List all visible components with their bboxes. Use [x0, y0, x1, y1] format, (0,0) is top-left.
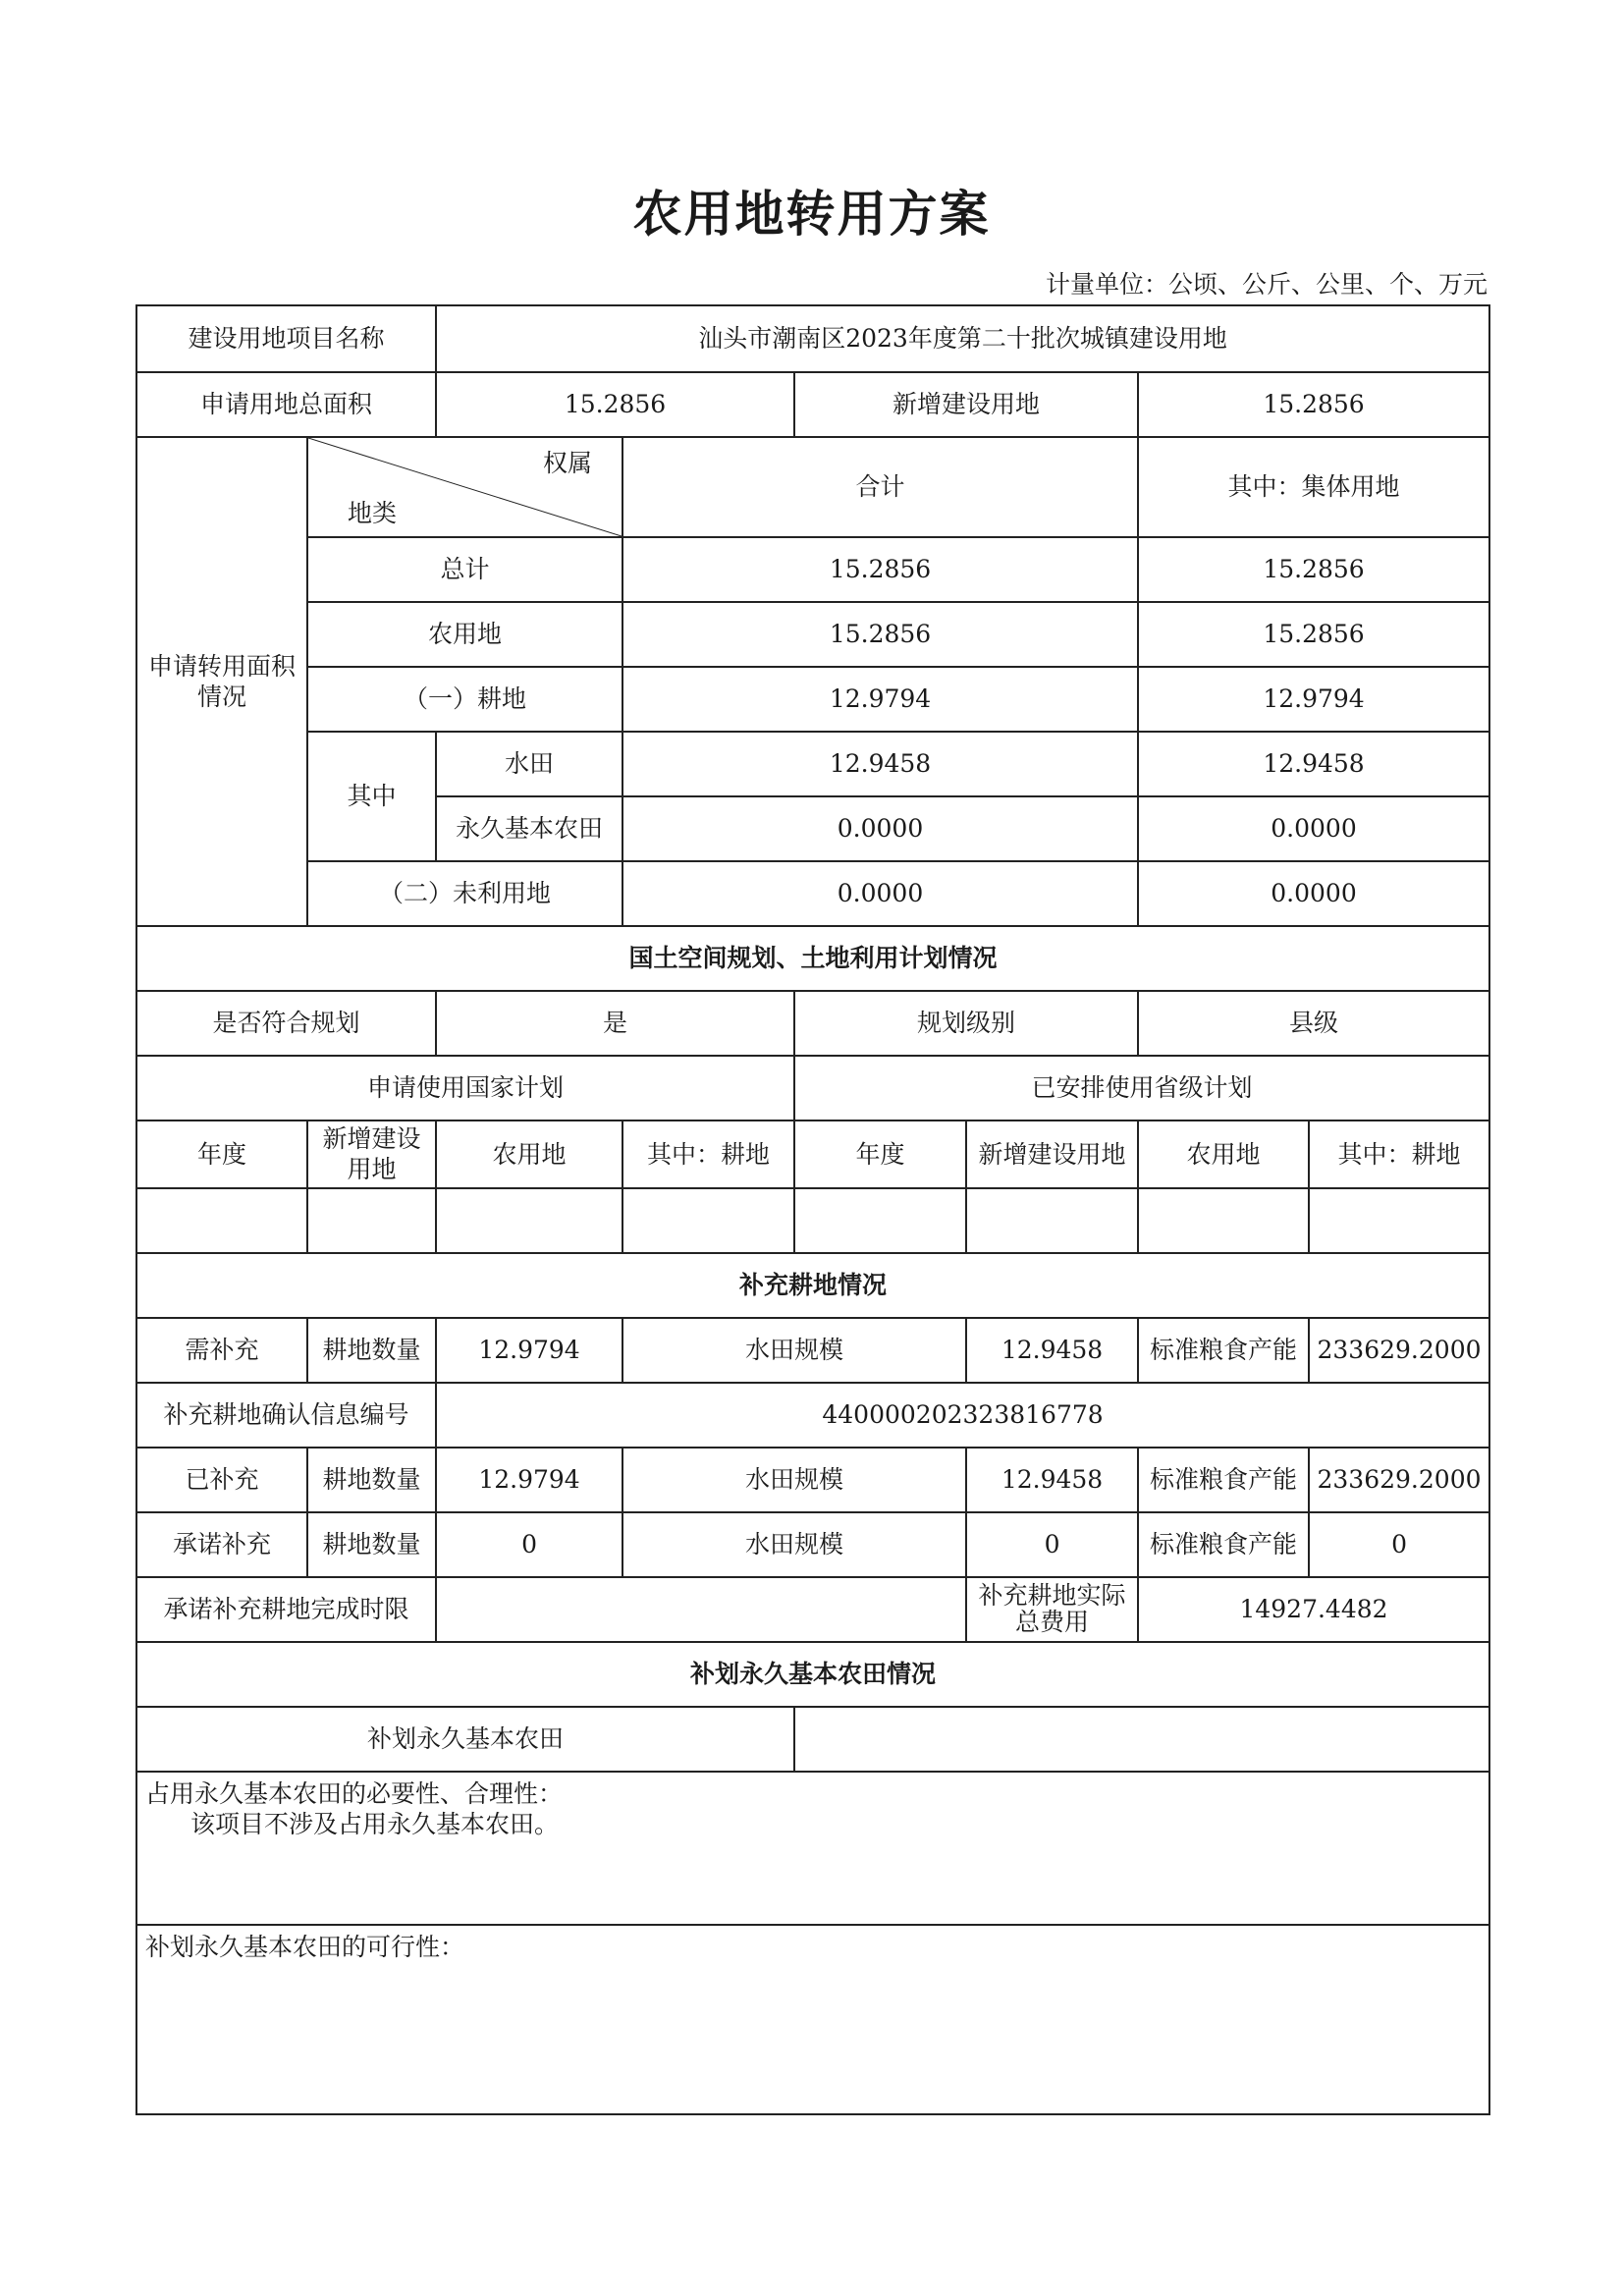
page-title: 农用地转用方案	[632, 186, 991, 243]
plan-col-header: 其中：耕地	[1309, 1121, 1489, 1188]
deadline-value	[436, 1577, 966, 1642]
row-label: （二）未利用地	[307, 861, 622, 926]
necessity-row	[136, 1772, 1489, 1925]
grain-value: 0	[1309, 1512, 1489, 1577]
empty-cell	[307, 1188, 436, 1253]
total-value: 12.9458	[622, 732, 1138, 796]
farmland-row	[136, 1707, 1489, 1772]
total-value: 0.0000	[622, 796, 1138, 861]
qty-label: 耕地数量	[307, 1512, 436, 1577]
qty-label: 耕地数量	[307, 1448, 436, 1512]
need-label: 需补充	[136, 1318, 307, 1383]
table-row	[136, 602, 1489, 667]
collective-value: 0.0000	[1138, 861, 1489, 926]
row-label: 总计	[307, 537, 622, 602]
col-collective-header: 其中：集体用地	[1138, 437, 1489, 537]
unit-note: 计量单位：公顷、公斤、公里、个、万元	[1045, 270, 1488, 299]
collective-value: 12.9458	[1138, 732, 1489, 796]
area-row	[136, 372, 1489, 437]
level-label: 规划级别	[794, 991, 1138, 1056]
deadline-row	[136, 1577, 1489, 1642]
conversion-side-label: 申请转用面积情况	[136, 437, 307, 926]
farmland-section-title: 补划永久基本农田情况	[136, 1642, 1489, 1707]
paddy-label: 水田规模	[622, 1512, 966, 1577]
empty-cell	[1138, 1188, 1309, 1253]
row-label: 农用地	[307, 602, 622, 667]
plan-col-header: 新增建设用地	[307, 1121, 436, 1188]
necessity-text: 该项目不涉及占用永久基本农田。	[190, 1809, 560, 1838]
total-area-label: 申请用地总面积	[136, 372, 436, 437]
plan-columns-row	[136, 1121, 1489, 1188]
paddy-value: 12.9458	[966, 1318, 1138, 1383]
plan-col-header: 年度	[794, 1121, 966, 1188]
feasibility-box	[136, 1925, 1489, 2114]
planning-section-title: 国土空间规划、土地利用计划情况	[136, 926, 1489, 991]
plan-col-header: 农用地	[1138, 1121, 1309, 1188]
col-total-header: 合计	[622, 437, 1138, 537]
conform-label: 是否符合规划	[136, 991, 436, 1056]
grain-value: 233629.2000	[1309, 1318, 1489, 1383]
supplement-section-title: 补充耕地情况	[136, 1253, 1489, 1318]
done-supplement-row	[136, 1448, 1489, 1512]
conversion-form-table	[135, 304, 1490, 2115]
feasibility-label: 补划永久基本农田的可行性：	[145, 1932, 465, 1961]
deadline-label: 承诺补充耕地完成时限	[136, 1577, 436, 1642]
paddy-value: 12.9458	[966, 1448, 1138, 1512]
plan-empty-row	[136, 1188, 1489, 1253]
collective-value: 15.2856	[1138, 602, 1489, 667]
row-label: 水田	[436, 732, 622, 796]
grain-label: 标准粮食产能	[1138, 1448, 1309, 1512]
collective-value: 12.9794	[1138, 667, 1489, 732]
row-label: （一）耕地	[307, 667, 622, 732]
qty-label: 耕地数量	[307, 1318, 436, 1383]
plan-col-header: 新增建设用地	[966, 1121, 1138, 1188]
empty-cell	[966, 1188, 1138, 1253]
empty-cell	[622, 1188, 794, 1253]
empty-cell	[1309, 1188, 1489, 1253]
plan-col-header: 农用地	[436, 1121, 622, 1188]
necessity-box	[136, 1772, 1489, 1925]
collective-value: 15.2856	[1138, 537, 1489, 602]
total-value: 15.2856	[622, 537, 1138, 602]
diagonal-header-cell	[307, 437, 622, 537]
necessity-label: 占用永久基本农田的必要性、合理性：	[145, 1778, 564, 1808]
qty-value: 12.9794	[436, 1448, 622, 1512]
paddy-label: 水田规模	[622, 1448, 966, 1512]
cost-label: 补充耕地实际总费用	[966, 1577, 1138, 1642]
supplement-section-row	[136, 1253, 1489, 1318]
national-plan-label: 申请使用国家计划	[136, 1056, 794, 1121]
table-row	[136, 667, 1489, 732]
confirm-row	[136, 1383, 1489, 1448]
need-supplement-row	[136, 1318, 1489, 1383]
row-label: 永久基本农田	[436, 796, 622, 861]
promise-supplement-row	[136, 1512, 1489, 1577]
project-name: 汕头市潮南区2023年度第二十批次城镇建设用地	[436, 305, 1489, 372]
conversion-header-row	[136, 437, 1489, 537]
paddy-label: 水田规模	[622, 1318, 966, 1383]
qty-value: 12.9794	[436, 1318, 622, 1383]
promise-label: 承诺补充	[136, 1512, 307, 1577]
collective-value: 0.0000	[1138, 796, 1489, 861]
header-land-type: 地类	[348, 498, 398, 527]
new-construction-value: 15.2856	[1138, 372, 1489, 437]
qizhong-label: 其中	[307, 732, 436, 861]
total-value: 12.9794	[622, 667, 1138, 732]
header-ownership: 权属	[543, 449, 593, 477]
plan-type-row	[136, 1056, 1489, 1121]
paddy-value: 0	[966, 1512, 1138, 1577]
provincial-plan-label: 已安排使用省级计划	[794, 1056, 1489, 1121]
plan-col-header: 其中：耕地	[622, 1121, 794, 1188]
cost-value: 14927.4482	[1138, 1577, 1489, 1642]
project-row	[136, 305, 1489, 372]
confirm-value: 440000202323816778	[436, 1383, 1489, 1448]
grain-value: 233629.2000	[1309, 1448, 1489, 1512]
planning-section-row	[136, 926, 1489, 991]
empty-cell	[436, 1188, 622, 1253]
done-label: 已补充	[136, 1448, 307, 1512]
grain-label: 标准粮食产能	[1138, 1318, 1309, 1383]
new-construction-label: 新增建设用地	[794, 372, 1138, 437]
project-label: 建设用地项目名称	[136, 305, 436, 372]
qty-value: 0	[436, 1512, 622, 1577]
conform-value: 是	[436, 991, 794, 1056]
planning-conform-row	[136, 991, 1489, 1056]
grain-label: 标准粮食产能	[1138, 1512, 1309, 1577]
total-value: 15.2856	[622, 602, 1138, 667]
total-area-value: 15.2856	[436, 372, 794, 437]
table-row	[136, 861, 1489, 926]
empty-cell	[136, 1188, 307, 1253]
plan-col-header: 年度	[136, 1121, 307, 1188]
farmland-label: 补划永久基本农田	[136, 1707, 794, 1772]
table-row	[136, 732, 1489, 796]
feasibility-row	[136, 1925, 1489, 2114]
empty-cell	[794, 1188, 966, 1253]
confirm-label: 补充耕地确认信息编号	[136, 1383, 436, 1448]
table-row	[136, 537, 1489, 602]
level-value: 县级	[1138, 991, 1489, 1056]
farmland-value	[794, 1707, 1489, 1772]
farmland-section-row	[136, 1642, 1489, 1707]
total-value: 0.0000	[622, 861, 1138, 926]
